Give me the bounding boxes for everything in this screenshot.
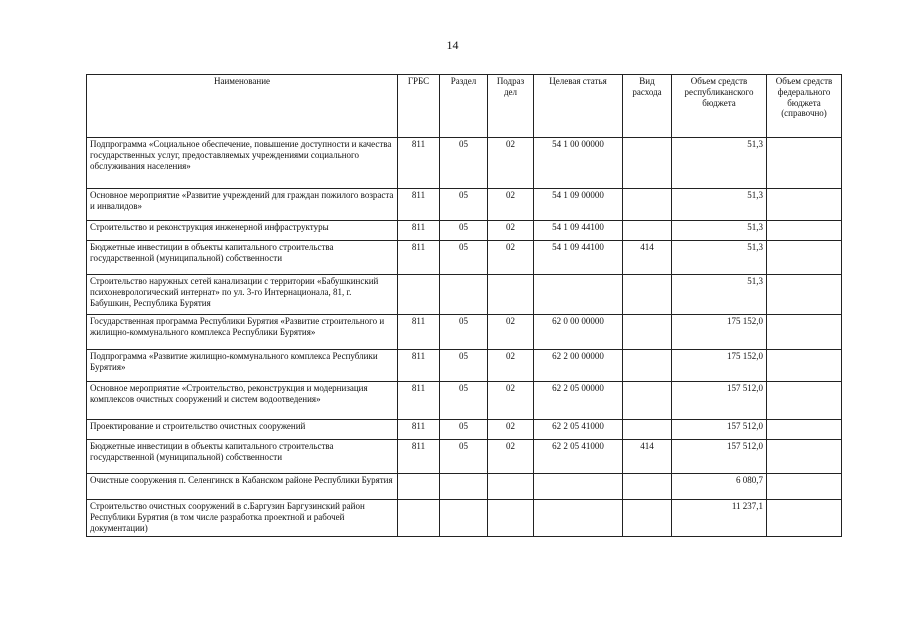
cell-subsection: 02	[488, 420, 534, 440]
cell-expense-type	[623, 315, 672, 350]
cell-grbs	[398, 275, 440, 315]
cell-republican-budget: 6 080,7	[672, 474, 767, 500]
cell-federal-budget	[767, 221, 842, 241]
header-section: Раздел	[440, 75, 488, 138]
cell-section: 05	[440, 221, 488, 241]
cell-federal-budget	[767, 138, 842, 189]
cell-subsection: 02	[488, 440, 534, 474]
cell-expense-type	[623, 474, 672, 500]
table-row	[87, 315, 842, 350]
cell-target-item: 62 2 05 41000	[534, 420, 623, 440]
page-number: 14	[446, 38, 459, 52]
cell-federal-budget	[767, 420, 842, 440]
cell-expense-type	[623, 138, 672, 189]
cell-republican-budget: 51,3	[672, 138, 767, 189]
table-header-row	[87, 75, 842, 138]
header-target-item: Целевая статья	[534, 75, 623, 138]
cell-grbs: 811	[398, 138, 440, 189]
cell-expense-type	[623, 382, 672, 420]
cell-target-item: 62 2 05 00000	[534, 382, 623, 420]
cell-section: 05	[440, 315, 488, 350]
cell-republican-budget: 157 512,0	[672, 382, 767, 420]
cell-federal-budget	[767, 189, 842, 221]
cell-section	[440, 500, 488, 537]
cell-section: 05	[440, 189, 488, 221]
cell-republican-budget: 157 512,0	[672, 420, 767, 440]
table-body	[87, 138, 842, 537]
header-republican-budget: Объем средств республиканского бюджета	[672, 75, 767, 138]
cell-section: 05	[440, 440, 488, 474]
cell-expense-type: 414	[623, 241, 672, 275]
cell-subsection: 02	[488, 350, 534, 382]
cell-grbs: 811	[398, 350, 440, 382]
cell-grbs: 811	[398, 440, 440, 474]
cell-subsection	[488, 500, 534, 537]
cell-expense-type	[623, 500, 672, 537]
table-row	[87, 382, 842, 420]
cell-expense-type	[623, 221, 672, 241]
cell-grbs: 811	[398, 420, 440, 440]
header-expense-type: Вид расхода	[623, 75, 672, 138]
cell-name: Бюджетные инвестиции в объекты капитального строительства государственной (муниципальной) собственности	[87, 440, 398, 474]
cell-subsection	[488, 275, 534, 315]
cell-federal-budget	[767, 350, 842, 382]
cell-grbs: 811	[398, 189, 440, 221]
cell-target-item	[534, 474, 623, 500]
table-row	[87, 500, 842, 537]
cell-name: Основное мероприятие «Строительство, реконструкция и модернизация комплексов очистных сооружений и систем водоотведения»	[87, 382, 398, 420]
cell-name: Бюджетные инвестиции в объекты капитального строительства государственной (муниципальной) собственности	[87, 241, 398, 275]
cell-republican-budget: 11 237,1	[672, 500, 767, 537]
cell-section	[440, 275, 488, 315]
cell-republican-budget: 51,3	[672, 241, 767, 275]
cell-name: Государственная программа Республики Бурятия «Развитие строительного и жилищно-коммунального комплекса Республики Бурятия»	[87, 315, 398, 350]
cell-federal-budget	[767, 315, 842, 350]
cell-grbs: 811	[398, 241, 440, 275]
cell-subsection: 02	[488, 221, 534, 241]
header-federal-budget: Объем средств федерального бюджета (справочно)	[767, 75, 842, 138]
cell-republican-budget: 175 152,0	[672, 350, 767, 382]
cell-expense-type	[623, 275, 672, 315]
cell-republican-budget: 157 512,0	[672, 440, 767, 474]
table-row	[87, 275, 842, 315]
cell-target-item: 54 1 09 44100	[534, 241, 623, 275]
cell-grbs: 811	[398, 315, 440, 350]
cell-federal-budget	[767, 440, 842, 474]
cell-grbs: 811	[398, 382, 440, 420]
cell-grbs	[398, 474, 440, 500]
cell-subsection: 02	[488, 189, 534, 221]
cell-target-item	[534, 275, 623, 315]
cell-subsection: 02	[488, 315, 534, 350]
cell-section: 05	[440, 138, 488, 189]
cell-name: Очистные сооружения п. Селенгинск в Кабанском районе Республики Бурятия	[87, 474, 398, 500]
cell-republican-budget: 51,3	[672, 221, 767, 241]
cell-expense-type	[623, 189, 672, 221]
cell-section	[440, 474, 488, 500]
table-row	[87, 241, 842, 275]
table-row	[87, 138, 842, 189]
cell-name: Строительство наружных сетей канализации с территории «Бабушкинский психоневрологический интернат» по ул. 3-го Интернационала, 81, г. Бабушкин, Республика Бурятия	[87, 275, 398, 315]
cell-name: Строительство и реконструкция инженерной инфраструктуры	[87, 221, 398, 241]
cell-target-item: 54 1 00 00000	[534, 138, 623, 189]
cell-republican-budget: 51,3	[672, 275, 767, 315]
table-row	[87, 350, 842, 382]
header-name: Наименование	[87, 75, 398, 138]
cell-target-item: 62 2 05 41000	[534, 440, 623, 474]
cell-subsection: 02	[488, 382, 534, 420]
header-grbs: ГРБС	[398, 75, 440, 138]
table-row	[87, 440, 842, 474]
cell-federal-budget	[767, 500, 842, 537]
cell-expense-type	[623, 350, 672, 382]
budget-table	[86, 74, 842, 537]
table-row	[87, 221, 842, 241]
cell-name: Строительство очистных сооружений в с.Баргузин Баргузинский район Республики Бурятия (в том числе разработка проектной и рабочей документации)	[87, 500, 398, 537]
cell-target-item: 54 1 09 00000	[534, 189, 623, 221]
cell-target-item	[534, 500, 623, 537]
cell-republican-budget: 51,3	[672, 189, 767, 221]
cell-federal-budget	[767, 382, 842, 420]
cell-grbs	[398, 500, 440, 537]
cell-expense-type	[623, 420, 672, 440]
cell-grbs: 811	[398, 221, 440, 241]
cell-section: 05	[440, 382, 488, 420]
cell-subsection: 02	[488, 138, 534, 189]
cell-name: Подпрограмма «Развитие жилищно-коммунального комплекса Республики Бурятия»	[87, 350, 398, 382]
cell-name: Подпрограмма «Социальное обеспечение, повышение доступности и качества государственных услуг, предоставляемых учреждениями социального обслуживания населения»	[87, 138, 398, 189]
cell-name: Основное мероприятие «Развитие учреждений для граждан пожилого возраста и инвалидов»	[87, 189, 398, 221]
cell-target-item: 62 2 00 00000	[534, 350, 623, 382]
cell-section: 05	[440, 420, 488, 440]
cell-name: Проектирование и строительство очистных сооружений	[87, 420, 398, 440]
cell-federal-budget	[767, 241, 842, 275]
cell-federal-budget	[767, 275, 842, 315]
cell-subsection: 02	[488, 241, 534, 275]
header-subsection: Подраз дел	[488, 75, 534, 138]
cell-republican-budget: 175 152,0	[672, 315, 767, 350]
cell-section: 05	[440, 241, 488, 275]
table-row	[87, 474, 842, 500]
cell-federal-budget	[767, 474, 842, 500]
table-row	[87, 420, 842, 440]
cell-target-item: 62 0 00 00000	[534, 315, 623, 350]
cell-subsection	[488, 474, 534, 500]
cell-section: 05	[440, 350, 488, 382]
table-row	[87, 189, 842, 221]
cell-expense-type: 414	[623, 440, 672, 474]
cell-target-item: 54 1 09 44100	[534, 221, 623, 241]
